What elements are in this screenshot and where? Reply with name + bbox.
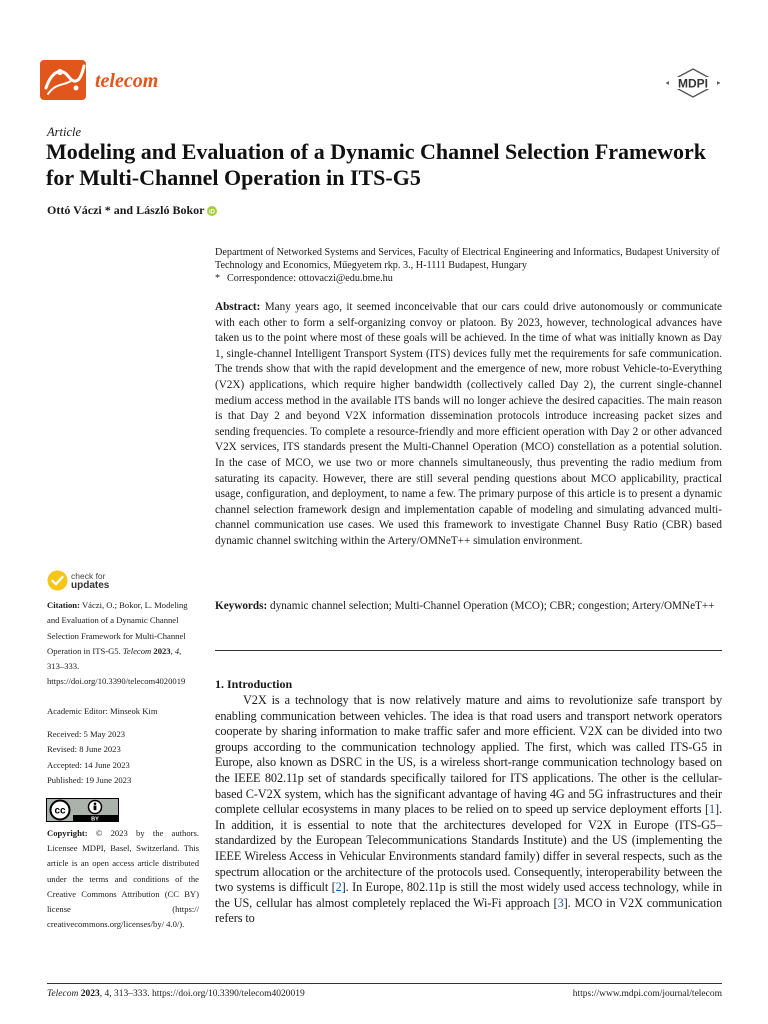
check-updates-line1: check for [71,570,106,581]
academic-editor: Academic Editor: Minseok Kim [47,706,158,716]
intro-text-2: ]. In addition, it is essential to note that the architectures developed for V2X in Europe (ITS-G5–standardized by the European Telecommunications Standards Institute) and the US (implementing the IEEE Wireless Access in Vehicular Environments standard family) differ in several respects, such as the spectrum allocation or the architecture of the protocols used. Consequently, interoperability between the two systems is difficult [ [215,802,722,895]
cc-by-license-icon[interactable] [46,798,119,822]
affiliation-text: Department of Networked Systems and Services, Faculty of Electrical Engineering and Informatics, Budapest University of Technology and Economics, Műegyetem rkp. 3., H-1111 Budapest, Hungary [215,247,720,271]
intro-text-4: ]. MCO in V2X communication refers to [215,895,723,926]
citation-label: Citation: [47,600,80,610]
copyright-text: © 2023 by the authors. Licensee MDPI, Basel, Switzerland. This article is an open access article distributed under the terms and conditions of the Creative Commons Attribution (CC BY) license (https:// creativecommons.org/licenses/by/ 4.0/). [47,828,199,930]
footer-divider [47,983,722,984]
abstract-label: Abstract: [215,301,261,313]
author-line [47,203,217,218]
accepted-date: Accepted: 14 June 2023 [47,759,130,770]
citation-volume: 4 [174,645,180,656]
keywords [215,599,722,615]
section-heading-introduction: 1. Introduction [215,677,293,691]
intro-text-1: V2X is a technology that is now relatively mature and aims to revolutionize safe transport by enabling communication between vehicles. The idea is that road users and transport network operators cooperate by sharing information to make traffic safer and more efficient. V2X can be divided into two groups according to the communication technology applied. The first, which was called ITS-G5 in Europe, also known as DSRC in the US, is a wireless short-range communication technology based on the IEEE 802.11p set of standards specifically tailored for ITS applications. The other is the cellular-based C-V2X system, which has the significant advantage of having 4G and 5G infrastructures and their complete cellular ecosystems in many places to be relied on to speed up service deployment efforts [ [215,693,722,817]
by-label: BY [91,816,99,822]
citation-text: Váczi, O.; Bokor, L. Modeling and Evaluation of a Dynamic Channel Selection Framework for Multi-Channel Operation in ITS-G5. [47,600,188,656]
received-date: Received: 5 May 2023 [47,729,126,739]
copyright-label: Copyright: [47,828,88,838]
cc-label: cc [54,805,66,817]
citation-year: 2023 [153,645,171,656]
check-updates-icon [47,570,68,591]
reference-link-3[interactable]: 3 [557,895,564,910]
publication-dates [47,727,199,788]
abstract-text: Many years ago, it seemed inconceivable that our cars could drive autonomously or communicate with each other to form a self-organizing convoy or platoon. By 2023, however, technological advances have taken us to the point where most of these goals will be achieved. In the time of what was initially known as Day 1, single-channel Intelligent Transport System (ITS) devices fully met the requirements for safe communication. The trends show that with the rapid development and the emergence of new, more robust Vehicle-to-Everything (V2X) applications, which require higher bandwidth (collectively called Day 2), the current single-channel medium access method in the available ITS bands will no longer achieve the desired capacities. The main reason is that Day 2 and beyond V2X information dissemination protocols introduce increasing packet sizes and sending frequencies. To complete a resource-friendly and more efficient operation with Day 2 or other advanced V2X services, ITS standards present the Multi-Channel Operation (MCO) constellation as a potential solution. In the case of MCO, we use two or more channels simultaneously, thus preventing the radio medium from saturating its capacity. However, there are still several pending questions about MCO applicability, practical usage, configuration, and deployment, to name a few. The primary purpose of this article is to present a dynamic channel selection framework design and implementation capable of modeling and simulating advanced multi-channel communication use cases. We used this framework to investigate Channel Busy Ratio (CBR) based dynamic channel switching within the Artery/OMNeT++ simulation environment. [215,301,722,547]
keywords-label: Keywords: [215,600,268,612]
check-for-updates-button[interactable] [47,570,109,591]
correspondence [215,272,725,285]
article-title: Modeling and Evaluation of a Dynamic Channel Selection Framework for Multi-Channel Operation in ITS-G5 [46,139,707,190]
keywords-text: dynamic channel selection; Multi-Channel Operation (MCO); CBR; congestion; Artery/OMNeT++ [270,600,715,612]
svg-text:iD: iD [209,209,216,216]
reference-link-2[interactable]: 2 [335,880,342,895]
section-divider [215,650,722,651]
footer-year: 2023 [80,989,100,999]
orcid-icon[interactable] [207,206,217,216]
abstract [215,300,722,550]
published-date: Published: 19 June 2023 [47,774,132,785]
telecom-logo-icon [40,58,90,102]
article-type: Article [47,125,82,139]
intro-text-3: ]. In Europe, 802.11p is still the most widely used access technology, while in the US, cellular has almost completely replaced the Wi-Fi approach [ [215,880,722,910]
introduction-paragraph [215,693,722,927]
authors: Ottó Váczi * and László Bokor [47,203,205,217]
citation-doi[interactable]: 313–333. https://doi.org/10.3390/telecom4020019 [47,661,186,687]
publisher-name: MDPI [678,76,708,91]
citation-journal: Telecom [122,645,152,656]
copyright-notice [47,826,199,932]
affiliations [215,246,725,285]
correspondence-mark: * [215,273,221,284]
footer-journal: Telecom [47,989,79,999]
journal-name: telecom [95,70,159,92]
revised-date: Revised: 8 June 2023 [47,744,121,755]
footer-citation [47,989,305,999]
footer-journal-url[interactable]: https://www.mdpi.com/journal/telecom [572,989,722,999]
citation-block: Citation: Váczi, O.; Bokor, L. Modeling and Evaluation of a Dynamic Channel Selection Framework for Multi-Channel Operation in ITS-G5. Telecom 2023, 4, 313–333. https://doi.org/10.3390/telecom4020019 [47,600,188,687]
footer-doi[interactable]: , 4, 313–333. https://doi.org/10.3390/telecom4020019 [99,989,305,999]
correspondence-email[interactable]: Correspondence: ottovaczi@edu.bme.hu [227,273,393,284]
check-updates-line2: updates [71,579,110,591]
reference-link-1[interactable]: 1 [708,802,716,817]
mdpi-logo-icon [666,68,720,98]
